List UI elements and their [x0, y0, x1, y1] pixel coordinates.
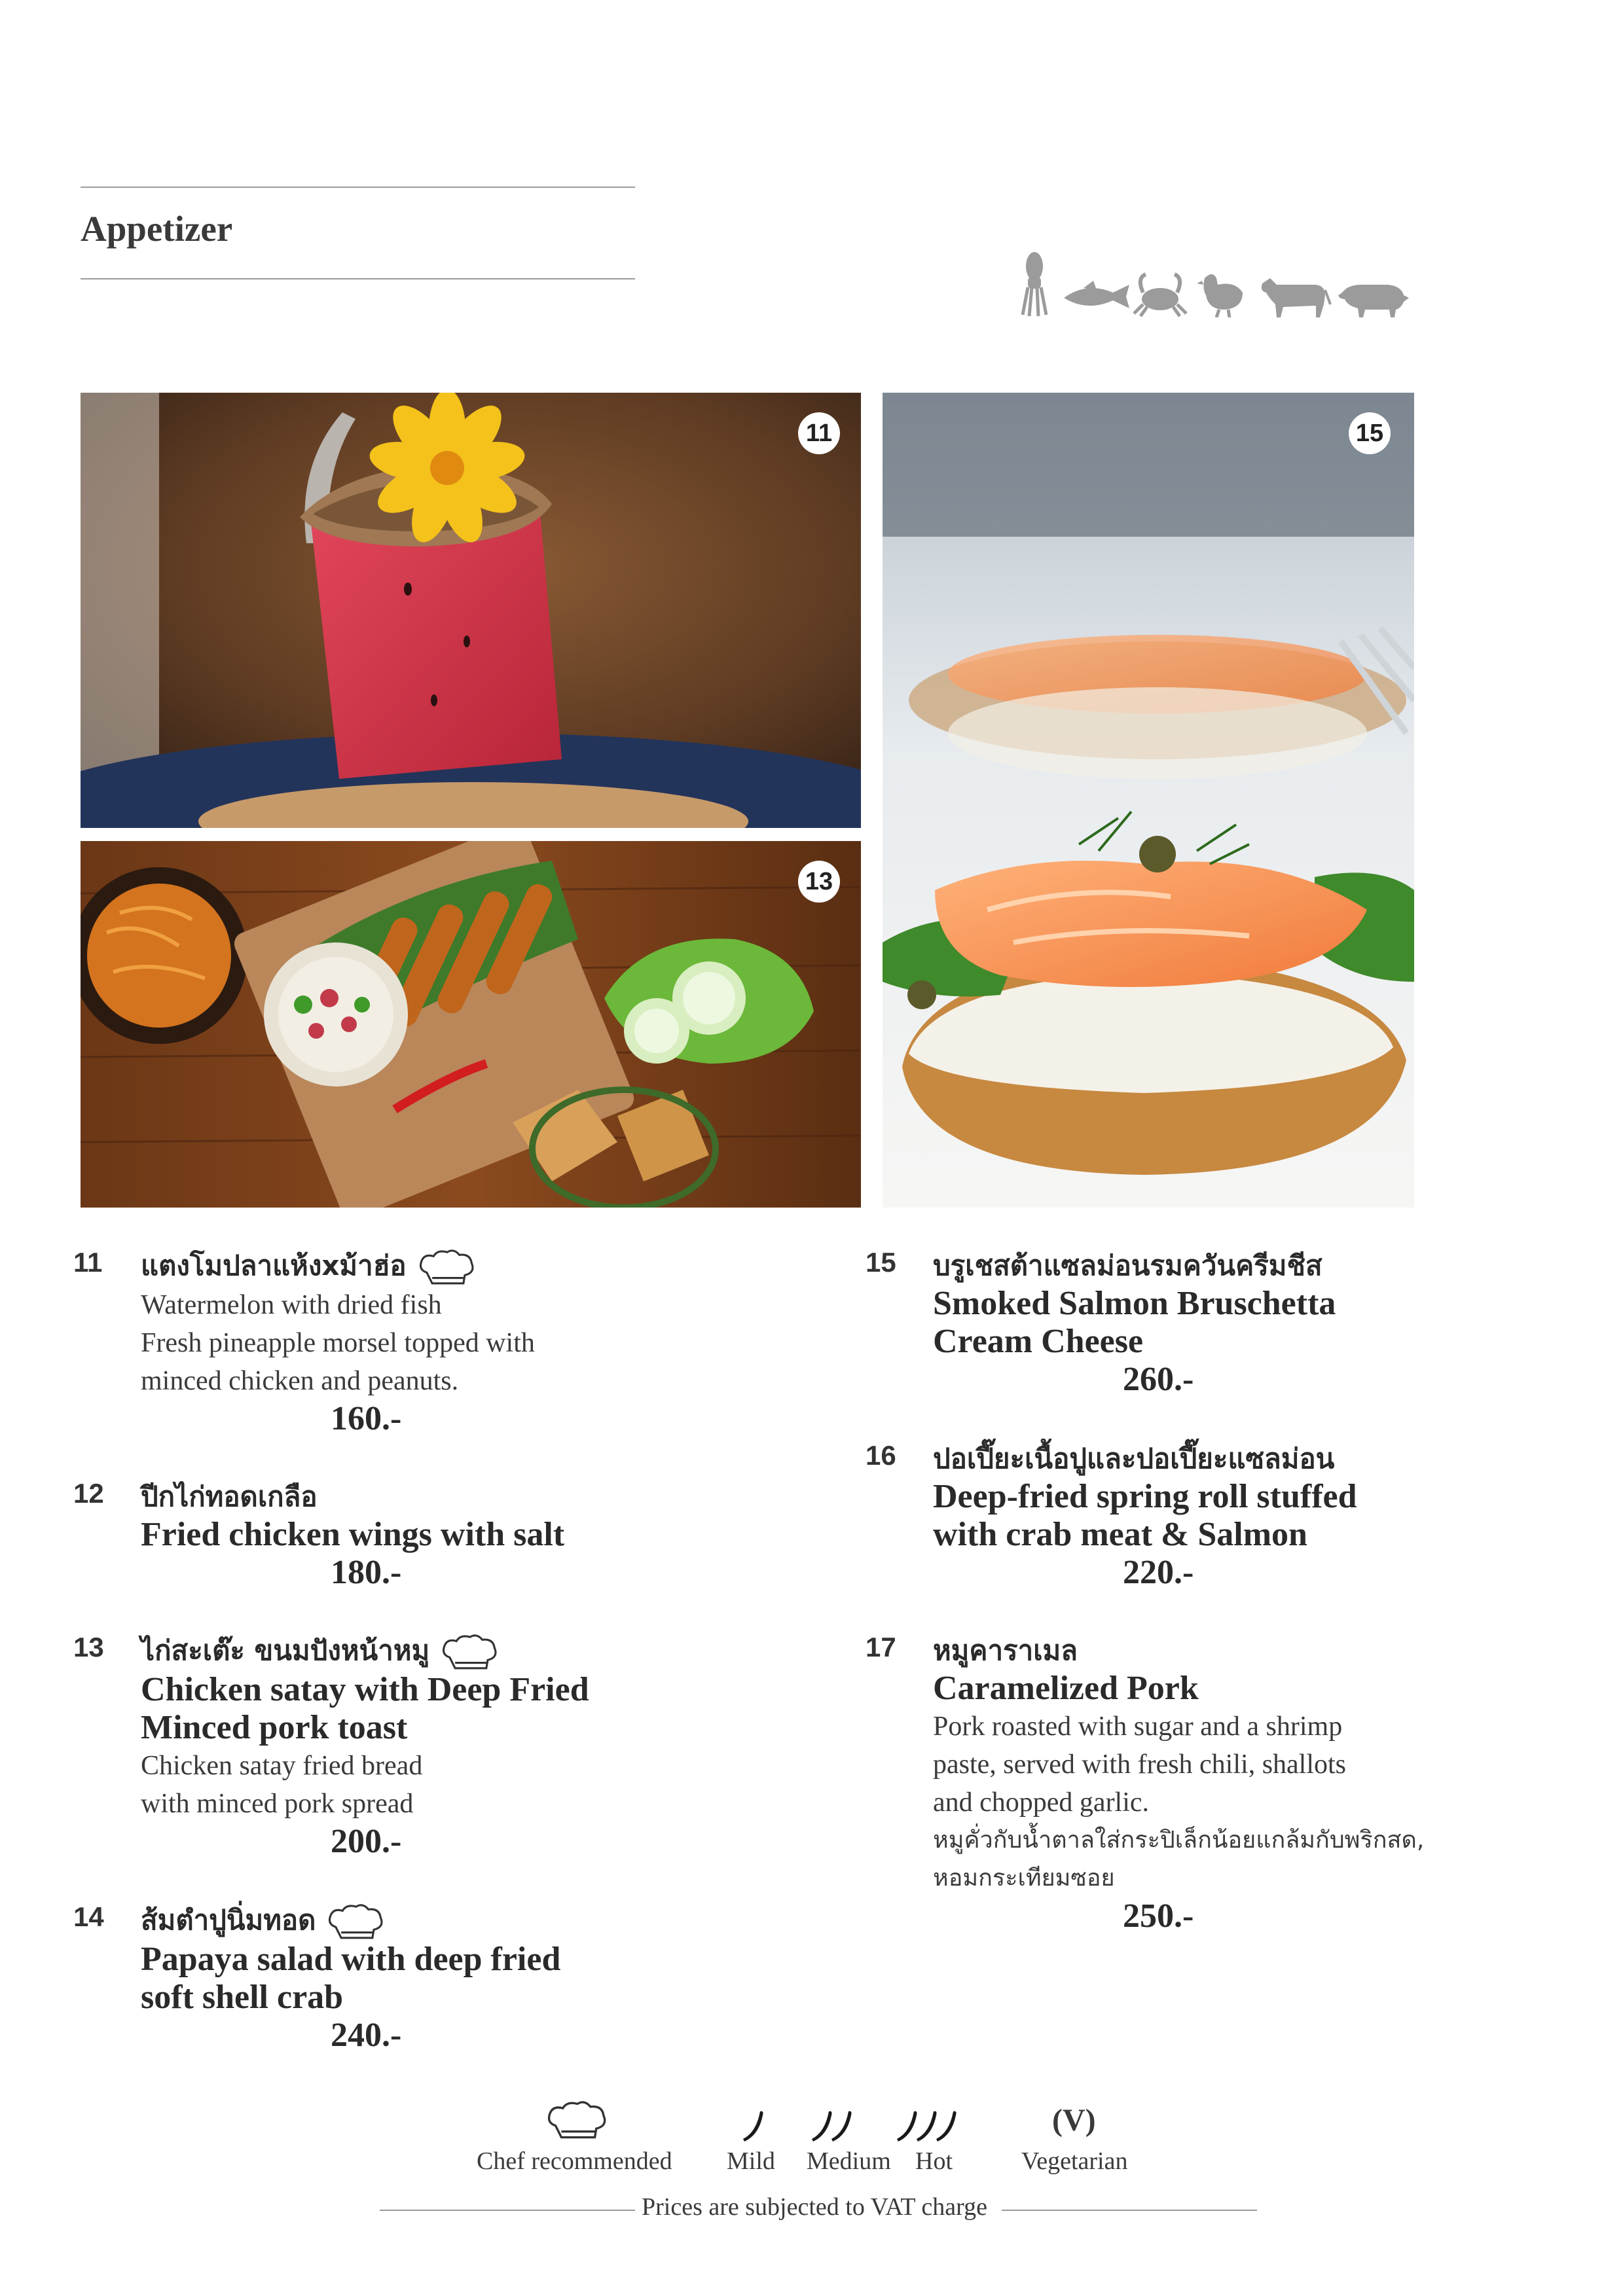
item-description: Pork roasted with sugar and a shrimp: [933, 1712, 1343, 1742]
item-price: 180.-: [331, 1554, 402, 1591]
item-english-name: Caramelized Pork: [933, 1670, 1199, 1707]
item-price: 160.-: [331, 1399, 402, 1437]
item-english-name: Fried chicken wings with salt: [141, 1516, 565, 1553]
photo-badge: 13: [798, 861, 840, 903]
item-thai-description: หมูคั่วกับน้ำตาลใส่กระปิเล็กน้อยแกล้มกับพริกสด,: [933, 1827, 1425, 1854]
item-thai-name: ปีกไก่ทอดเกลือ: [141, 1480, 318, 1513]
item-price: 200.-: [331, 1822, 402, 1860]
footer-rule-left: [380, 2210, 635, 2211]
protein-icons: [1008, 252, 1414, 317]
item-english-name: Smoked Salmon Bruschetta: [933, 1285, 1336, 1322]
smoked-salmon-bruschetta-photo: [883, 393, 1414, 1208]
pig-icon: [1338, 285, 1409, 317]
item-thai-description: หอมกระเทียมซอย: [933, 1865, 1115, 1892]
item-description: with minced pork spread: [141, 1788, 414, 1819]
item-number: 13: [73, 1632, 104, 1662]
title-rule-bottom: [81, 278, 635, 279]
chef-recommended-icon: [418, 1249, 477, 1286]
item-english-name: Cream Cheese: [933, 1323, 1144, 1360]
legend-mild-label: Mild: [727, 2147, 775, 2175]
legend-vegetarian-label: Vegetarian: [1021, 2147, 1128, 2175]
photo-badge: 15: [1349, 412, 1391, 454]
chili-hot-icon: [890, 2106, 969, 2143]
item-description: Fresh pineapple morsel topped with: [141, 1327, 535, 1358]
item-price: 250.-: [1123, 1897, 1194, 1935]
legend-medium-label: Medium: [807, 2147, 891, 2175]
chef-recommended-icon: [547, 2101, 610, 2140]
item-thai-name: ปอเปี๊ยะเนื้อปูและปอเปี๊ยะแซลม่อน: [933, 1443, 1335, 1475]
item-english-name: soft shell crab: [141, 1978, 344, 2016]
item-english-name: with crab meat & Salmon: [933, 1516, 1307, 1553]
item-number: 16: [866, 1440, 896, 1471]
item-thai-name: ไก่สะเต๊ะ ขนมปังหน้าหมู: [141, 1632, 730, 1671]
item-english-name: Deep-fried spring roll stuffed: [933, 1478, 1357, 1515]
item-thai-name: หมูคาราเมล: [933, 1634, 1078, 1666]
item-description: paste, served with fresh chili, shallots: [933, 1749, 1347, 1780]
vat-note: Prices are subjected to VAT charge: [642, 2193, 987, 2221]
item-thai-name: แตงโมปลาแห้งxม้าฮ่อ: [141, 1247, 730, 1286]
photo-badge: 11: [798, 412, 840, 454]
chicken-icon: [1197, 274, 1243, 317]
item-description: and chopped garlic.: [933, 1787, 1150, 1818]
item-description: minced chicken and peanuts.: [141, 1365, 459, 1396]
item-price: 260.-: [1123, 1361, 1194, 1398]
item-number: 14: [73, 1901, 104, 1932]
item-description: Chicken satay fried bread: [141, 1750, 423, 1781]
item-number: 11: [73, 1247, 103, 1278]
chili-medium-icon: [805, 2106, 864, 2143]
squid-icon: [1023, 252, 1046, 316]
item-number: 15: [866, 1247, 896, 1278]
crab-icon: [1134, 274, 1186, 316]
title-rule-top: [81, 187, 635, 188]
cow-icon: [1262, 278, 1330, 317]
chef-recommended-icon: [441, 1634, 500, 1671]
item-description: Watermelon with dried fish: [141, 1289, 442, 1320]
item-thai-name: ส้มตำปูนิ่มทอด: [141, 1901, 730, 1941]
chicken-satay-photo: [81, 841, 861, 1208]
item-thai-name: บรูเชสต้าแซลม่อนรมควันครีมชีส: [933, 1249, 1322, 1282]
footer-rule-right: [1002, 2210, 1257, 2211]
section-title: Appetizer: [81, 209, 233, 249]
chili-mild-icon: [730, 2106, 769, 2143]
item-price: 220.-: [1123, 1554, 1194, 1591]
legend-chef-label: Chef recommended: [477, 2147, 672, 2175]
vegetarian-symbol: (V): [1052, 2103, 1096, 2138]
item-number: 12: [73, 1478, 104, 1509]
item-number: 17: [866, 1632, 896, 1662]
fish-icon: [1064, 281, 1129, 308]
item-english-name: Papaya salad with deep fried: [141, 1940, 561, 1978]
legend-hot-label: Hot: [915, 2147, 953, 2175]
item-price: 240.-: [331, 2016, 402, 2054]
item-english-name: Chicken satay with Deep Fried: [141, 1670, 589, 1708]
chef-recommended-icon: [327, 1904, 386, 1941]
item-english-name: Minced pork toast: [141, 1708, 408, 1746]
watermelon-dried-fish-photo: [81, 393, 861, 828]
